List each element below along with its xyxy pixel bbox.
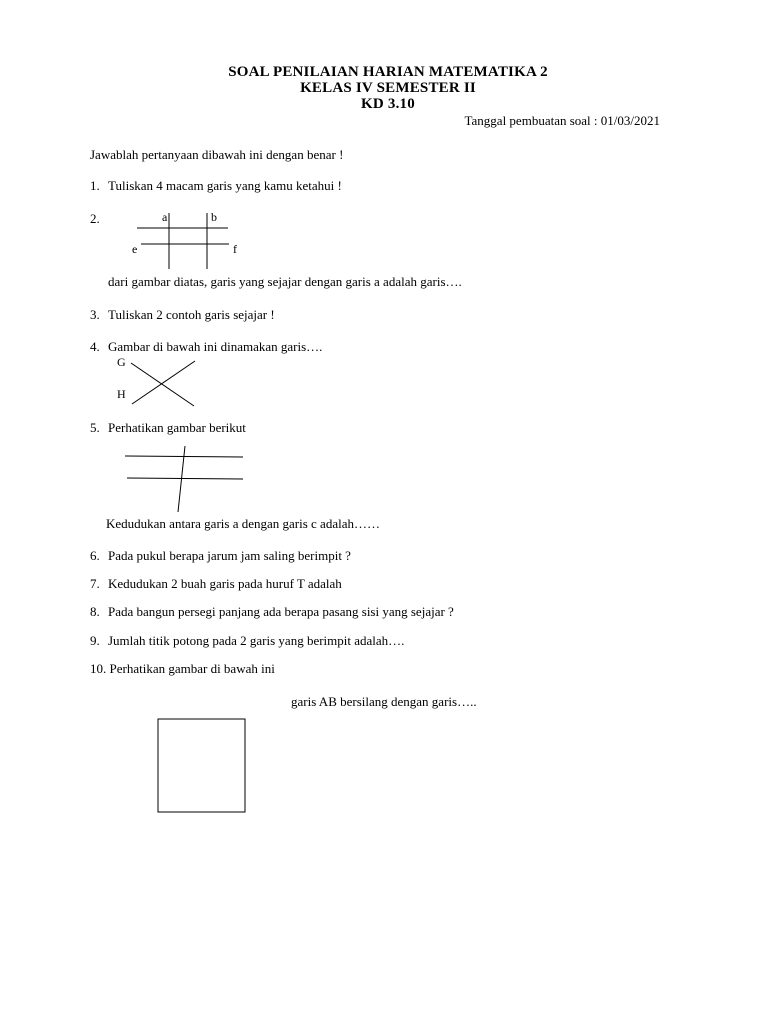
question-number: 5.: [90, 420, 100, 435]
label-g: G: [117, 355, 126, 369]
label-e: e: [132, 242, 138, 256]
question-text: Perhatikan gambar berikut: [108, 420, 246, 435]
question-number: 4.: [90, 339, 100, 354]
q4-figure: [131, 361, 195, 406]
label-f: f: [233, 242, 237, 256]
question-number: 8.: [90, 604, 100, 619]
label-b: b: [211, 210, 217, 224]
question-2-text: dari gambar diatas, garis yang sejajar dengan garis a adalah garis….: [108, 274, 462, 289]
q4-line-g: [131, 363, 194, 406]
title-line-2: KELAS IV SEMESTER II: [300, 80, 476, 96]
question-number: 10.: [90, 661, 107, 676]
question-number: 1.: [90, 178, 100, 193]
question-number: 6.: [90, 548, 100, 563]
question-text: Pada bangun persegi panjang ada berapa pasang sisi yang sejajar ?: [108, 604, 454, 619]
question-number: 9.: [90, 633, 100, 648]
question-2-number: 2.: [90, 211, 100, 226]
question-5-text: Kedudukan antara garis a dengan garis c adalah……: [106, 516, 380, 531]
question-text: Gambar di bawah ini dinamakan garis….: [108, 339, 323, 354]
q4-line-h: [132, 361, 195, 404]
question-text: Jumlah titik potong pada 2 garis yang berimpit adalah….: [108, 633, 405, 648]
q5-line-transversal: [178, 446, 185, 512]
question-number: 3.: [90, 307, 100, 322]
question-text: Kedudukan 2 buah garis pada huruf T adalah: [108, 576, 342, 591]
instruction: Jawablah pertanyaan dibawah ini dengan benar !: [90, 147, 344, 162]
title-line-1: SOAL PENILAIAN HARIAN MATEMATIKA 2: [228, 64, 548, 80]
question-text: Tuliskan 2 contoh garis sejajar !: [108, 307, 275, 322]
title-line-3: KD 3.10: [361, 96, 415, 112]
question-number: 7.: [90, 576, 100, 591]
question-text: Perhatikan gambar di bawah ini: [109, 661, 275, 676]
q5-line-bottom: [127, 478, 243, 479]
q2-figure: [137, 213, 229, 269]
question-text: Pada pukul berapa jarum jam saling berimpit ?: [108, 548, 351, 563]
question-10-side-text: garis AB bersilang dengan garis…..: [291, 694, 477, 709]
creation-date: Tanggal pembuatan soal : 01/03/2021: [464, 113, 660, 128]
label-h: H: [117, 387, 126, 401]
question-text: Tuliskan 4 macam garis yang kamu ketahui !: [108, 178, 342, 193]
label-a: a: [162, 210, 168, 224]
q5-figure: [125, 446, 243, 512]
q10-square: [158, 719, 245, 812]
